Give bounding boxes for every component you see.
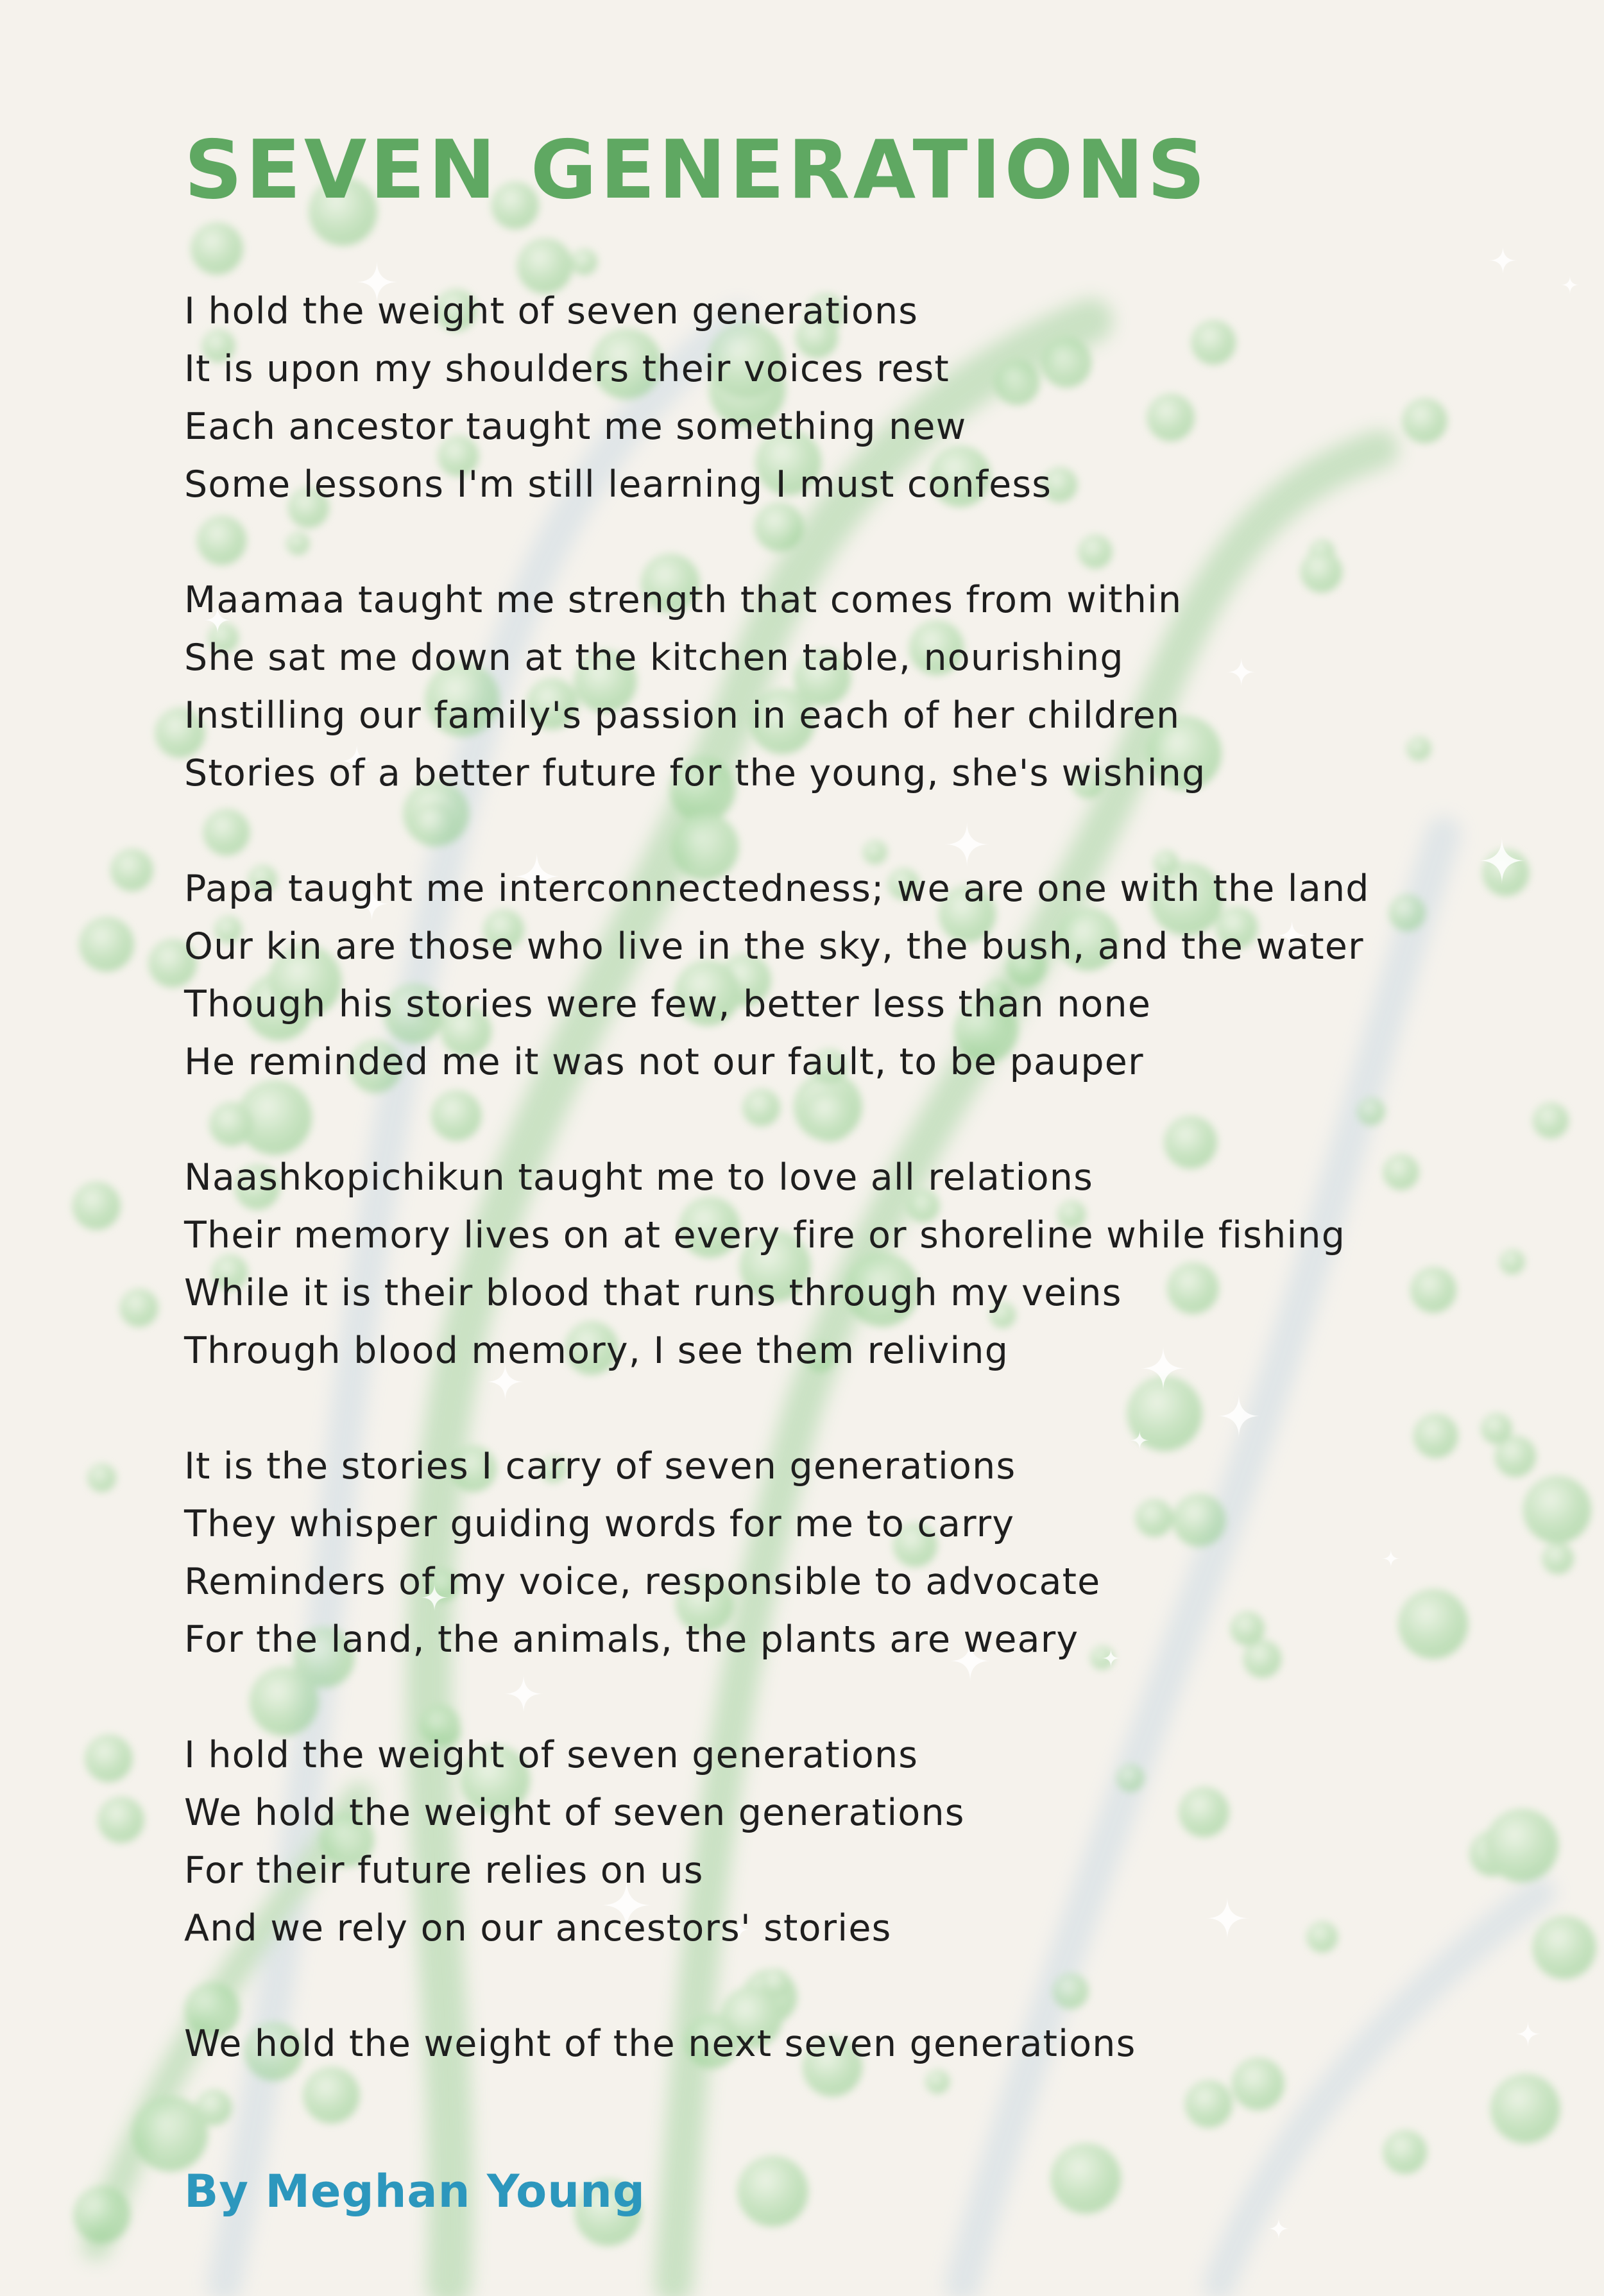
poem-line: Papa taught me interconnectedness; we are one with the land bbox=[184, 868, 1370, 910]
poem-line: Through blood memory, I see them reliving bbox=[184, 1330, 1009, 1372]
bead-dot bbox=[87, 1464, 115, 1492]
bead-dot bbox=[80, 917, 134, 972]
poem-line: I hold the weight of seven generations bbox=[184, 290, 919, 332]
bead-dot bbox=[1533, 1102, 1569, 1138]
poem-line: Reminders of my voice, responsible to advocate bbox=[184, 1561, 1101, 1603]
bead-dot bbox=[110, 849, 153, 891]
poem-line: While it is their blood that runs through my veins bbox=[184, 1272, 1122, 1314]
bead-dot bbox=[1481, 1413, 1512, 1444]
poem-line: For their future relies on us bbox=[184, 1849, 704, 1892]
bead-dot bbox=[1490, 2074, 1560, 2143]
sparkle-icon bbox=[1489, 246, 1517, 274]
bead-dot bbox=[120, 1289, 158, 1326]
bead-dot bbox=[73, 1182, 121, 1230]
poem-line: Stories of a better future for the young, she's wishing bbox=[184, 752, 1206, 794]
poem-line: They whisper guiding words for me to carry bbox=[184, 1503, 1015, 1545]
stanza bbox=[184, 1437, 1467, 1668]
poem-line: And we rely on our ancestors' stories bbox=[184, 1907, 892, 1949]
poem-line: Though his stories were few, better less than none bbox=[184, 983, 1152, 1025]
poem-line: It is upon my shoulders their voices rest bbox=[184, 348, 950, 390]
bead-dot bbox=[73, 2186, 130, 2243]
poem-page bbox=[184, 116, 1467, 2220]
poem-line: Instilling our family's passion in each of her children bbox=[184, 694, 1181, 737]
poem-line: Maamaa taught me strength that comes from within bbox=[184, 579, 1182, 621]
stanza bbox=[184, 282, 1467, 513]
author-byline: By Meghan Young bbox=[184, 2165, 645, 2218]
stanza bbox=[184, 2015, 1467, 2073]
stanza bbox=[184, 1726, 1467, 1957]
bead-dot bbox=[85, 1735, 132, 1782]
poem-line: Some lessons I'm still learning I must confess bbox=[184, 463, 1052, 506]
poem-line: It is the stories I carry of seven generations bbox=[184, 1445, 1016, 1487]
poem-line: Our kin are those who live in the sky, the bush, and the water bbox=[184, 925, 1364, 968]
bead-dot bbox=[1523, 1476, 1591, 1544]
sparkle-icon bbox=[1560, 275, 1579, 294]
poem-body bbox=[184, 282, 1467, 2073]
bead-dot bbox=[1533, 1915, 1596, 1979]
bead-dot bbox=[1542, 1543, 1574, 1574]
sparkle-icon bbox=[1268, 2218, 1290, 2240]
poem-line: Each ancestor taught me something new bbox=[184, 406, 967, 448]
poem-line: We hold the weight of the next seven generations bbox=[184, 2023, 1136, 2065]
poem-line: Their memory lives on at every fire or shoreline while fishing bbox=[184, 1214, 1346, 1256]
stanza bbox=[184, 571, 1467, 802]
poem-line: We hold the weight of seven generations bbox=[184, 1792, 965, 1834]
poem-line: For the land, the animals, the plants are weary bbox=[184, 1618, 1079, 1661]
bead-dot bbox=[1499, 1249, 1524, 1274]
bead-dot bbox=[98, 1797, 144, 1843]
poem-line: Naashkopichikun taught me to love all relations bbox=[184, 1156, 1093, 1199]
poem-line: He reminded me it was not our fault, to be pauper bbox=[184, 1041, 1144, 1083]
poem-line: She sat me down at the kitchen table, nourishing bbox=[184, 637, 1124, 679]
stanza bbox=[184, 1149, 1467, 1380]
sparkle-icon bbox=[1515, 2021, 1541, 2047]
poem-title: SEVEN GENERATIONS bbox=[184, 123, 1209, 217]
bead-dot bbox=[1485, 1809, 1558, 1882]
poem-line: I hold the weight of seven generations bbox=[184, 1734, 919, 1776]
stanza bbox=[184, 860, 1467, 1091]
